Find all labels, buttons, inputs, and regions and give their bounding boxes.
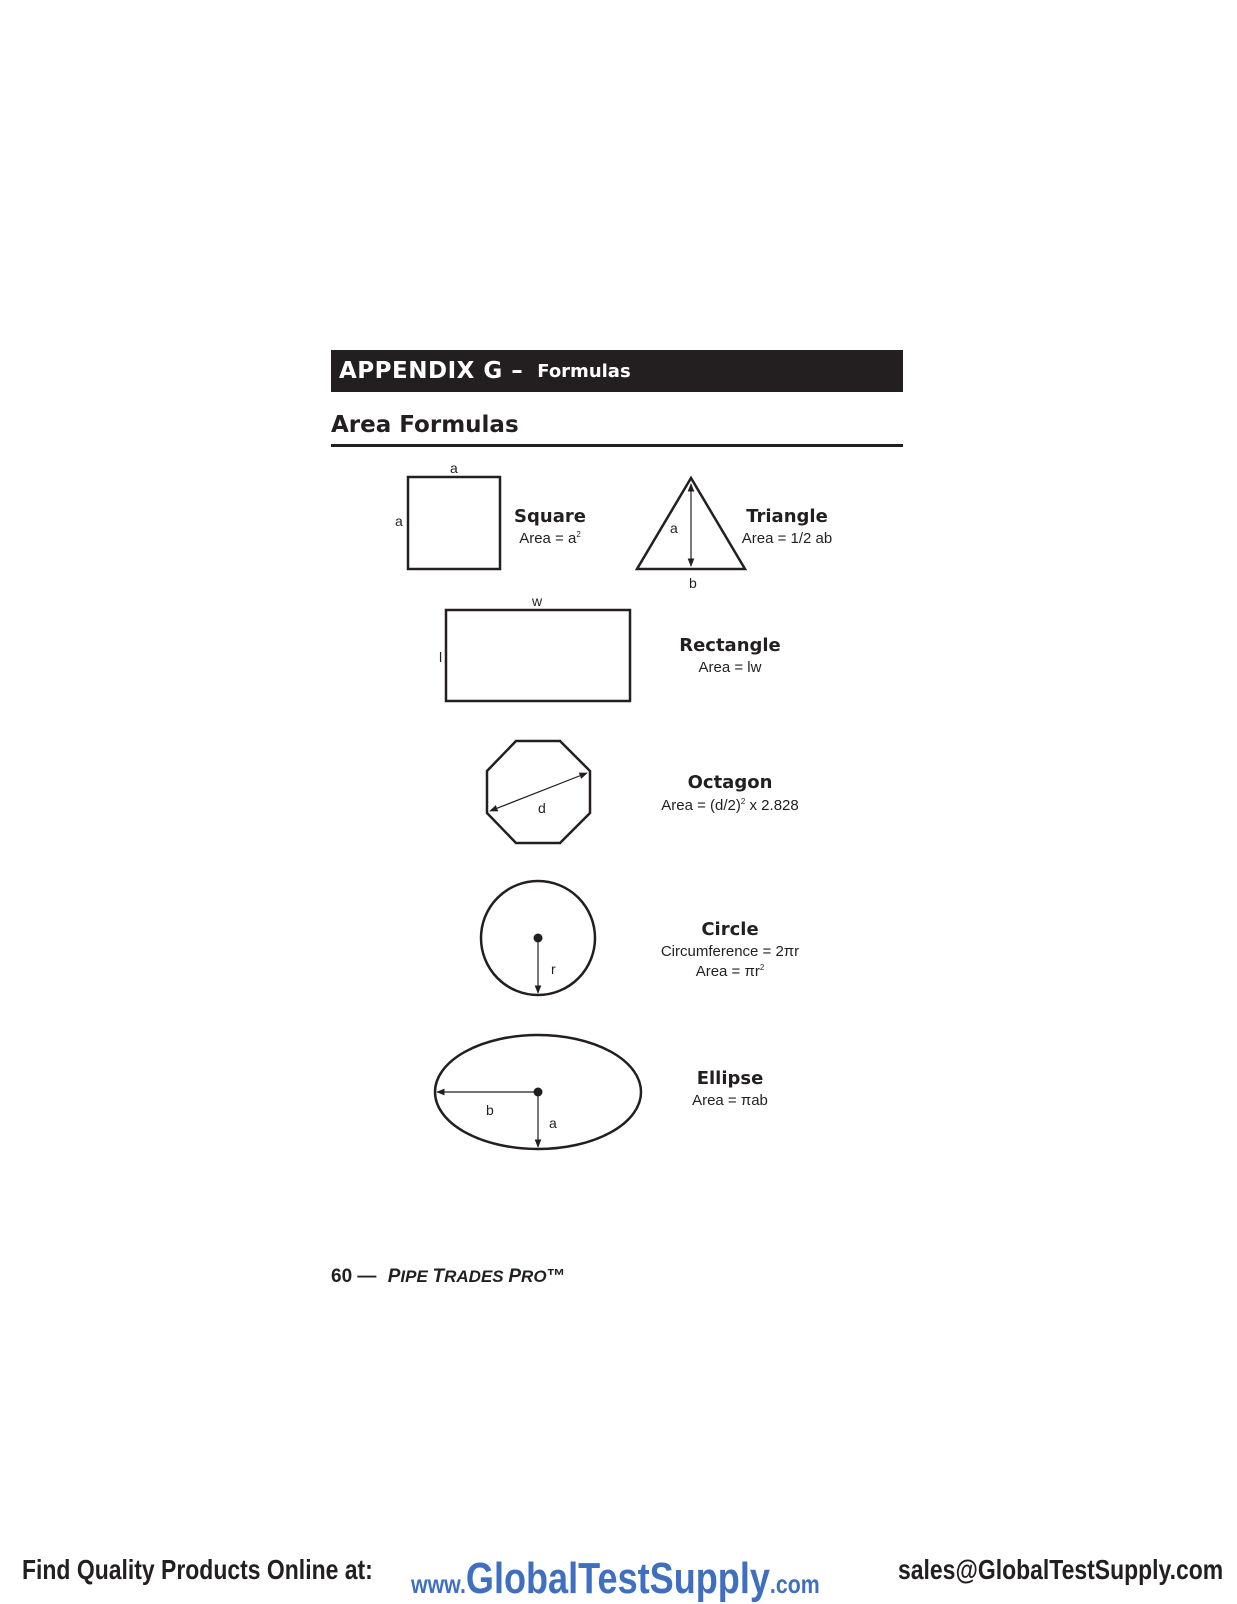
ellipse-label-b: b xyxy=(486,1102,494,1118)
square-formula: Area = $a^2$ xyxy=(519,530,581,547)
trademark-symbol: ™ xyxy=(546,1266,566,1287)
circle-name: Circle xyxy=(701,919,759,940)
octagon-name: Octagon xyxy=(687,772,773,793)
square-label-top: a xyxy=(450,460,458,476)
rectangle-name: Rectangle xyxy=(679,635,781,656)
circle-label-radius: r xyxy=(551,961,556,977)
triangle-name: Triangle xyxy=(746,506,828,527)
ellipse-formula: Area = πab xyxy=(692,1092,768,1109)
rectangle-formula: Area = lw xyxy=(698,659,762,676)
ellipse-label-a: a xyxy=(549,1115,557,1131)
square-label-side: a xyxy=(395,513,403,529)
book-title: PIPE TRADES PRO xyxy=(387,1266,547,1287)
website-link[interactable]: www.GlobalTestSupply.com xyxy=(411,1554,820,1603)
square-name: Square xyxy=(514,506,586,527)
page-number: 60 — xyxy=(331,1266,377,1287)
circle-formula-circumference: Circumference = 2πr xyxy=(660,943,800,960)
triangle-label-base: b xyxy=(689,575,697,591)
appendix-subtitle: Formulas xyxy=(537,360,631,382)
octagon-formula: Area = $(d/2)^2$ x 2.828 xyxy=(661,797,799,814)
page-footer xyxy=(331,1266,566,1288)
circle-formula-area: Area = $\pi r^2$ xyxy=(695,963,765,980)
sales-email-link[interactable]: sales@GlobalTestSupply.com xyxy=(898,1554,1224,1585)
octagon-label-diag: d xyxy=(538,800,546,816)
section-title: Area Formulas xyxy=(331,412,519,438)
rectangle-label-side: l xyxy=(439,649,443,665)
ellipse-name: Ellipse xyxy=(696,1068,764,1089)
rectangle-figure xyxy=(446,610,630,701)
find-products-text: Find Quality Products Online at: xyxy=(22,1554,373,1585)
triangle-label-height: a xyxy=(670,520,678,536)
rectangle-label-top: w xyxy=(532,593,543,609)
triangle-formula: Area = 1/2 ab xyxy=(741,530,833,547)
appendix-title: APPENDIX G – xyxy=(339,358,524,384)
